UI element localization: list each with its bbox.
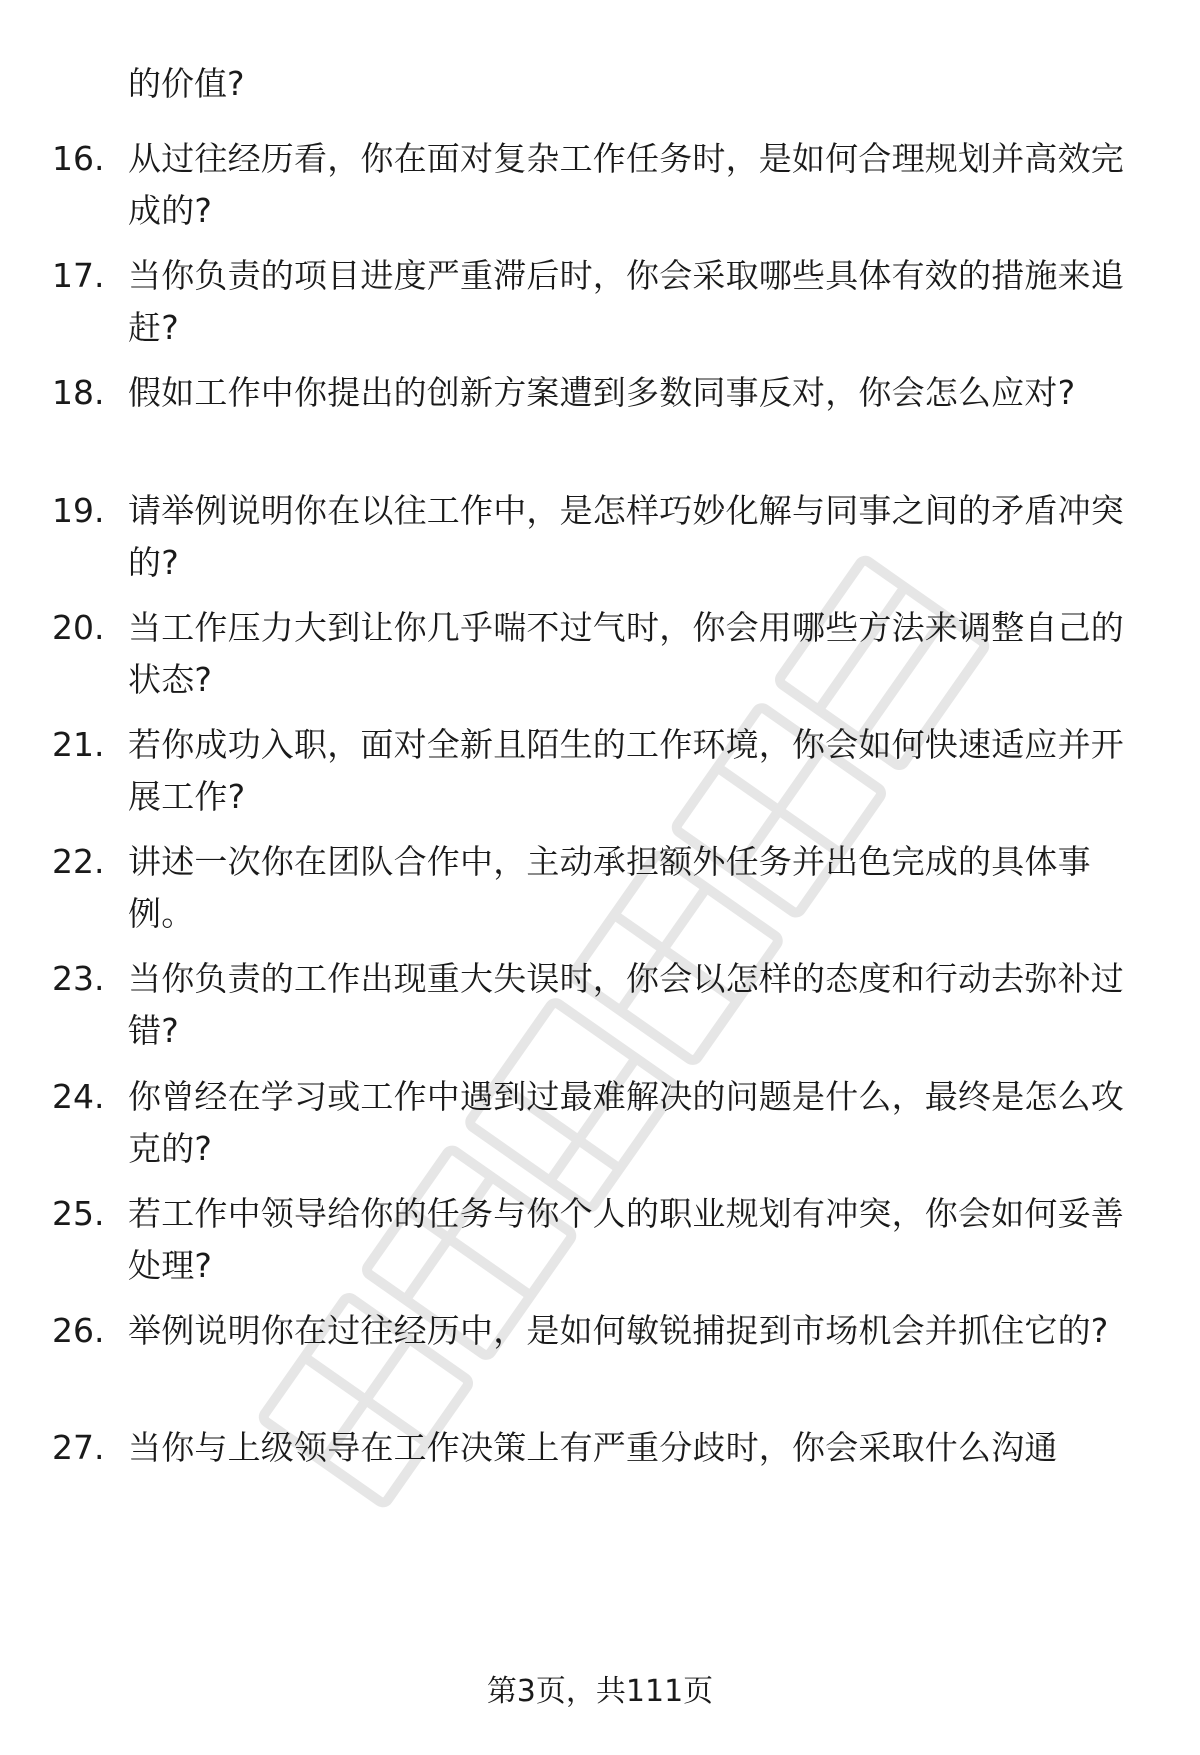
question-number: 22.	[52, 842, 105, 881]
question-text: 若工作中领导给你的任务与你个人的职业规划有冲突，你会如何妥善处理?	[128, 1194, 1124, 1285]
question-text: 当你负责的项目进度严重滞后时，你会采取哪些具体有效的措施来追赶?	[128, 256, 1124, 347]
question-number: 23.	[52, 959, 105, 998]
question-number: 21.	[52, 725, 105, 764]
question-text: 讲述一次你在团队合作中，主动承担额外任务并出色完成的具体事例。	[128, 842, 1091, 933]
question-item	[0, 133, 1200, 237]
question-number: 24.	[52, 1077, 105, 1116]
question-text: 你曾经在学习或工作中遇到过最难解决的问题是什么，最终是怎么攻克的?	[128, 1077, 1124, 1168]
question-text: 举例说明你在过往经历中，是如何敏锐捕捉到市场机会并抓住它的?	[128, 1311, 1109, 1350]
question-item	[0, 836, 1200, 940]
continued-question-text: 的价值?	[128, 64, 245, 103]
question-item	[0, 1071, 1200, 1175]
question-text: 若你成功入职，面对全新且陌生的工作环境，你会如何快速适应并开展工作?	[128, 725, 1124, 816]
question-number: 25.	[52, 1194, 105, 1233]
question-item	[0, 1422, 1200, 1526]
question-text: 当你与上级领导在工作决策上有严重分歧时，你会采取什么沟通	[128, 1428, 1058, 1467]
question-item	[0, 485, 1200, 589]
question-number: 27.	[52, 1428, 105, 1467]
question-item	[0, 250, 1200, 354]
question-item	[0, 1188, 1200, 1292]
question-text: 请举例说明你在以往工作中，是怎样巧妙化解与同事之间的矛盾冲突的?	[128, 491, 1124, 582]
page-footer: 第3页，共111页	[486, 1674, 714, 1709]
question-number: 26.	[52, 1311, 105, 1350]
question-item	[0, 367, 1200, 471]
question-number: 17.	[52, 256, 105, 295]
question-number: 19.	[52, 491, 105, 530]
question-number: 18.	[52, 373, 105, 412]
question-item	[0, 1305, 1200, 1409]
question-item	[0, 953, 1200, 1057]
question-number: 20.	[52, 608, 105, 647]
question-text: 从过往经历看，你在面对复杂工作任务时，是如何合理规划并高效完成的?	[128, 139, 1124, 230]
question-text: 当你负责的工作出现重大失误时，你会以怎样的态度和行动去弥补过错?	[128, 959, 1124, 1050]
question-text: 当工作压力大到让你几乎喘不过气时，你会用哪些方法来调整自己的状态?	[128, 608, 1124, 699]
question-number: 16.	[52, 139, 105, 178]
question-text: 假如工作中你提出的创新方案遭到多数同事反对，你会怎么应对?	[128, 373, 1076, 412]
question-item	[0, 602, 1200, 706]
question-item	[0, 719, 1200, 823]
